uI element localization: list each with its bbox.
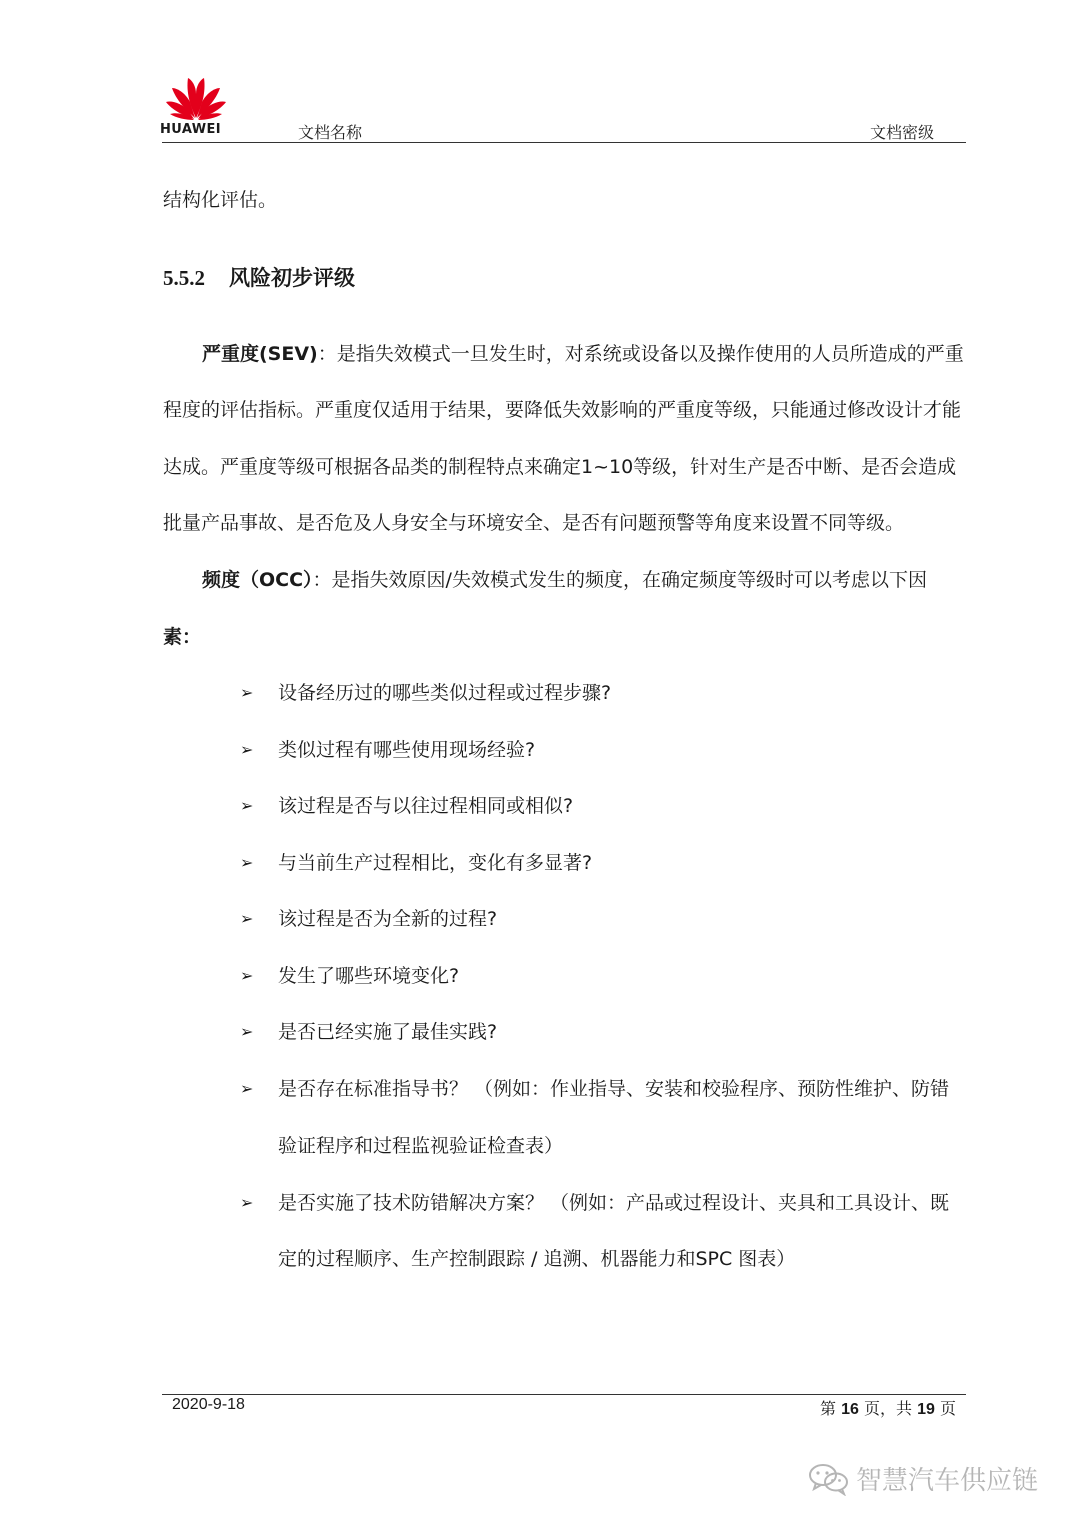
- section-heading: [163, 262, 355, 292]
- list-item-text: 是否存在标准指导书？ （例如：作业指导、安装和校验程序、预防性维护、防错: [278, 1078, 950, 1100]
- arrow-bullet-icon: ➢: [240, 909, 254, 928]
- header-divider: [162, 142, 966, 143]
- occ-paragraph-line-2: 素：: [163, 626, 202, 648]
- list-item-text: 该过程是否与以往过程相同或相似?: [278, 795, 574, 817]
- list-item-text: 设备经历过的哪些类似过程或过程步骤?: [278, 682, 612, 704]
- arrow-bullet-icon: ➢: [240, 966, 254, 985]
- total-page-number: 19: [917, 1401, 935, 1418]
- arrow-bullet-icon: ➢: [240, 683, 254, 702]
- list-item-text: 与当前生产过程相比，变化有多显著?: [278, 852, 593, 874]
- sev-paragraph-line-3: 达成。严重度等级可根据各品类的制程特点来确定1~10等级，针对生产是否中断、是否会造成: [163, 456, 957, 478]
- list-item-continuation: 验证程序和过程监视验证检查表）: [278, 1135, 564, 1157]
- footer-divider: [162, 1394, 966, 1395]
- list-item-text: 是否实施了技术防错解决方案？ （例如：产品或过程设计、夹具和工具设计、既: [278, 1192, 950, 1214]
- list-item-text: 该过程是否为全新的过程?: [278, 908, 498, 930]
- current-page-number: 16: [841, 1401, 859, 1418]
- arrow-bullet-icon: ➢: [240, 1079, 254, 1098]
- arrow-bullet-icon: ➢: [240, 853, 254, 872]
- page-middle: 页，共: [863, 1399, 912, 1418]
- wechat-icon: [808, 1462, 850, 1496]
- list-item-text: 发生了哪些环境变化?: [278, 965, 460, 987]
- doc-classification-label: 文档密级: [869, 123, 934, 142]
- sev-paragraph-line-1: [202, 340, 964, 368]
- list-item-text: 是否已经实施了最佳实践?: [278, 1021, 498, 1043]
- page-indicator: [820, 1396, 956, 1419]
- section-number: 5.5.2: [163, 266, 205, 290]
- section-title: 风险初步评级: [229, 266, 355, 290]
- occ-text: ：是指失效原因/失效模式发生的频度，在确定频度等级时可以考虑以下因: [312, 569, 927, 591]
- logo-wordmark: HUAWEI: [160, 122, 221, 137]
- sev-paragraph-line-2: 程度的评估指标。严重度仅适用于结果，要降低失效影响的严重度等级，只能通过修改设计才能: [163, 399, 962, 421]
- arrow-bullet-icon: ➢: [240, 796, 254, 815]
- arrow-bullet-icon: ➢: [240, 740, 254, 759]
- arrow-bullet-icon: ➢: [240, 1022, 254, 1041]
- sev-text: ：是指失效模式一旦发生时，对系统或设备以及操作使用的人员所造成的严重: [317, 343, 964, 365]
- sev-term: 严重度(SEV): [202, 343, 318, 365]
- occ-term: 频度（OCC）: [202, 569, 313, 591]
- watermark-text: 智慧汽车供应链: [856, 1466, 1039, 1496]
- list-item-text: 类似过程有哪些使用现场经验?: [278, 739, 536, 761]
- intro-line: 结构化评估。: [163, 189, 278, 211]
- huawei-flower-icon: [164, 72, 228, 122]
- arrow-bullet-icon: ➢: [240, 1193, 254, 1212]
- page-suffix: 页: [939, 1399, 956, 1418]
- footer-date: 2020-9-18: [172, 1396, 245, 1413]
- huawei-logo: [160, 72, 232, 142]
- page-prefix: 第: [819, 1399, 836, 1418]
- sev-paragraph-line-4: 批量产品事故、是否危及人身安全与环境安全、是否有问题预警等角度来设置不同等级。: [163, 512, 905, 534]
- occ-paragraph-line-1: [202, 566, 927, 594]
- doc-name-label: 文档名称: [298, 123, 363, 142]
- list-item-continuation: 定的过程顺序、生产控制跟踪 / 追溯、机器能力和SPC 图表）: [278, 1248, 796, 1270]
